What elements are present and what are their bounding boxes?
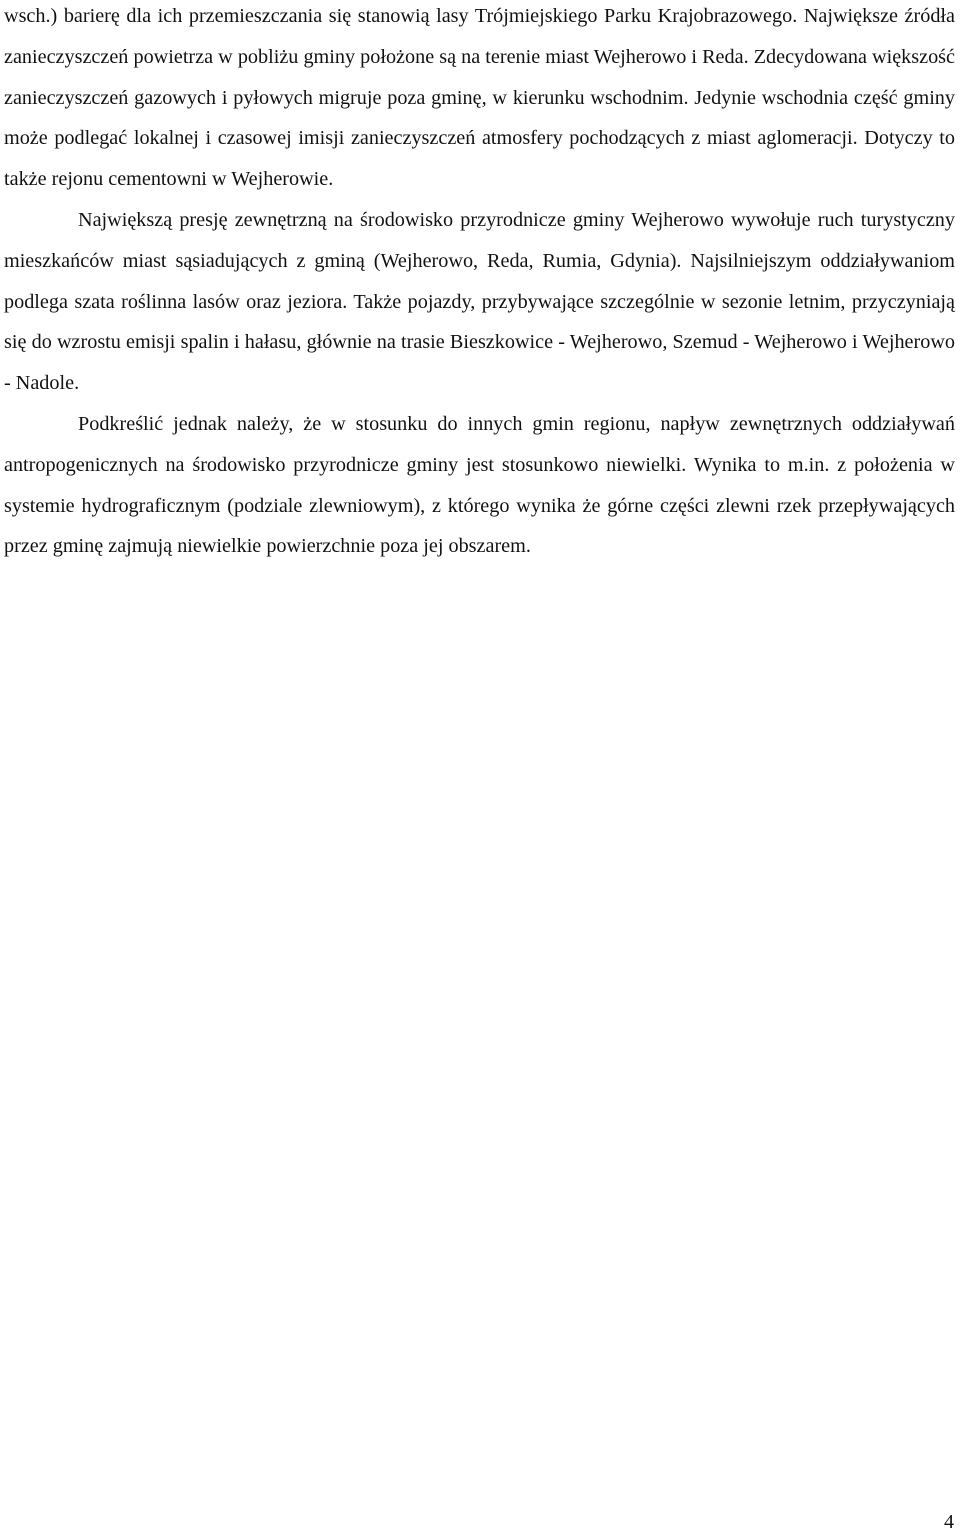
- page-number: 4: [944, 1511, 954, 1533]
- paragraph-1: wsch.) barierę dla ich przemieszczania się stanowią lasy Trójmiejskiego Parku Krajobrazowego. Największe źródła zanieczyszczeń powietrza w pobliżu gminy położone są na terenie miast Wejherowo i Reda. Zdecydowana większość zanieczyszczeń gazowych i pyłowych migruje poza gminę, w kierunku wschodnim. Jedynie wschodnia część gminy może podlegać lokalnej i czasowej imisji zanieczyszczeń atmosfery pochodzących z miast aglomeracji. Dotyczy to także rejonu cementowni w Wejherowie.: [4, 5, 955, 191]
- paragraph-2: Największą presję zewnętrzną na środowisko przyrodnicze gminy Wejherowo wywołuje ruch turystyczny mieszkańców miast sąsiadujących z gminą (Wejherowo, Reda, Rumia, Gdynia). Najsilniejszym oddziaływaniom podlega szata roślinna lasów oraz jeziora. Także pojazdy, przybywające szczególnie w sezonie letnim, przyczyniają się do wzrostu emisji spalin i hałasu, głównie na trasie Bieszkowice - Wejherowo, Szemud - Wejherowo i Wejherowo - Nadole.: [4, 208, 955, 395]
- paragraph-3: Podkreślić jednak należy, że w stosunku do innych gmin regionu, napływ zewnętrznych oddziaływań antropogenicznych na środowisko przyrodnicze gminy jest stosunkowo niewielki. Wynika to m.in. z położenia w systemie hydrograficznym (podziale zlewniowym), z którego wynika że górne części zlewni rzek przepływających przez gminę zajmują niewielkie powierzchnie poza jej obszarem.: [4, 412, 955, 558]
- document-body: [4, 0, 955, 567]
